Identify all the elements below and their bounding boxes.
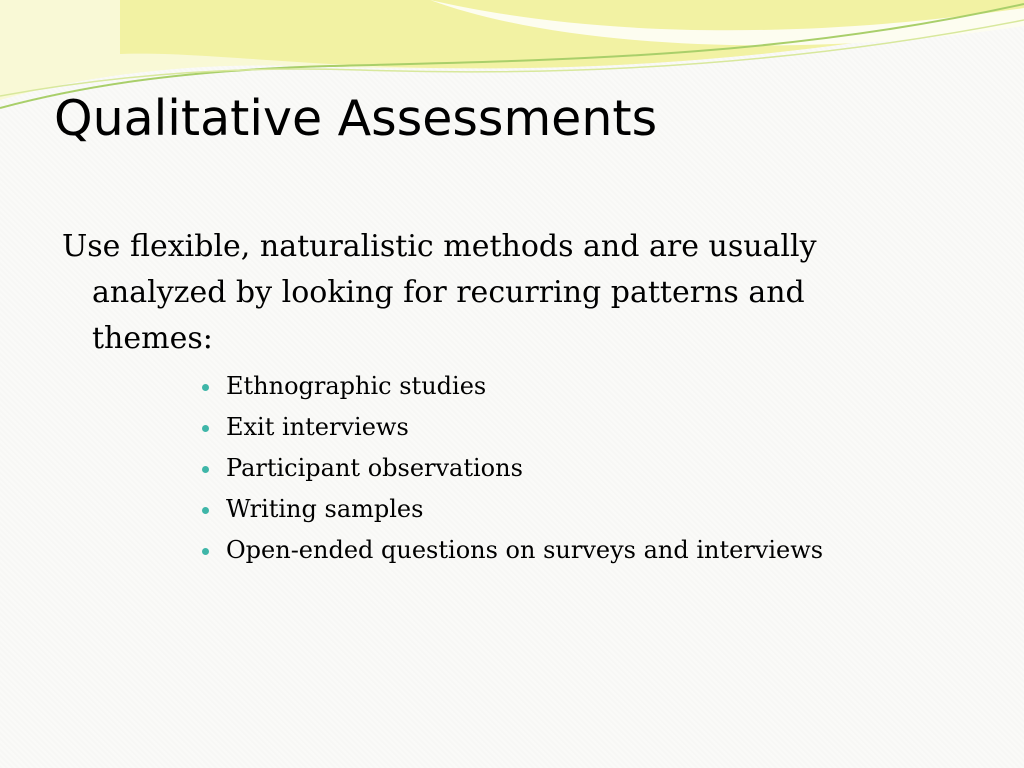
- bullet-text: Open-ended questions on surveys and interviews: [226, 536, 824, 564]
- bullet-item: [202, 366, 922, 407]
- bullet-dot-icon: [202, 425, 209, 432]
- slide-title: Qualitative Assessments: [54, 90, 658, 147]
- bullet-dot-icon: [202, 466, 209, 473]
- lead-paragraph: Use flexible, naturalistic methods and are usually analyzed by looking for recurring patterns and themes:: [62, 229, 817, 356]
- bullet-text: Exit interviews: [226, 413, 409, 441]
- slide-body: [62, 224, 922, 571]
- bullet-text: Ethnographic studies: [226, 372, 487, 400]
- bullet-dot-icon: [202, 507, 209, 514]
- bullet-dot-icon: [202, 384, 209, 391]
- bullet-text: Writing samples: [226, 495, 424, 523]
- bullet-list: [62, 366, 922, 571]
- bullet-text: Participant observations: [226, 454, 523, 482]
- bullet-dot-icon: [202, 548, 209, 555]
- bullet-item: [202, 530, 922, 571]
- bullet-item: [202, 489, 922, 530]
- bullet-item: [202, 448, 922, 489]
- bullet-item: [202, 407, 922, 448]
